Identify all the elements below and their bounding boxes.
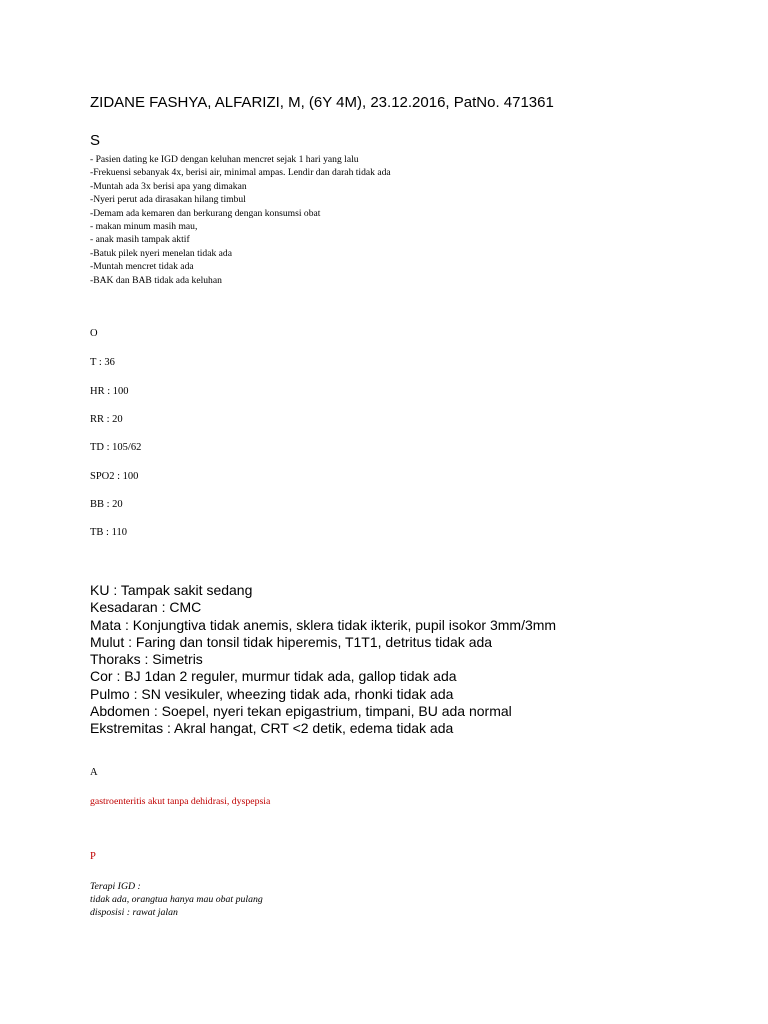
subjective-line: - anak masih tampak aktif — [90, 234, 190, 246]
assessment-heading: A — [90, 767, 98, 778]
vital-spo2: SPO2 : 100 — [90, 471, 139, 482]
subjective-notes — [90, 153, 391, 287]
assessment-text: gastroenteritis akut tanpa dehidrasi, dyspepsia — [90, 796, 271, 807]
exam-line: KU : Tampak sakit sedang — [90, 582, 253, 598]
plan-heading: P — [90, 851, 96, 862]
subjective-line: -BAK dan BAB tidak ada keluhan — [90, 274, 222, 286]
subjective-line: - Pasien dating ke IGD dengan keluhan mencret sejak 1 hari yang lalu — [90, 154, 359, 165]
exam-line: Thoraks : Simetris — [90, 651, 203, 668]
subjective-line: -Muntah mencret tidak ada — [90, 261, 194, 273]
plan-notes — [90, 880, 263, 919]
physical-exam — [90, 582, 556, 738]
exam-line: Mulut : Faring dan tonsil tidak hiperemis, T1T1, detritus tidak ada — [90, 633, 493, 650]
patient-header: ZIDANE FASHYA, ALFARIZI, M, (6Y 4M), 23.12.2016, PatNo. 471361 — [90, 94, 554, 111]
vital-heart-rate: HR : 100 — [90, 386, 129, 397]
exam-line: Kesadaran : CMC — [90, 599, 202, 616]
subjective-line: -Demam ada kemaren dan berkurang dengan konsumsi obat — [90, 207, 321, 219]
exam-line: Mata : Konjungtiva tidak anemis, sklera tidak ikterik, pupil isokor 3mm/3mm — [90, 616, 557, 633]
exam-line: Abdomen : Soepel, nyeri tekan epigastrium, timpani, BU ada normal — [90, 703, 512, 720]
exam-line: Cor : BJ 1dan 2 reguler, murmur tidak ada, gallop tidak ada — [90, 668, 457, 685]
vital-body-height: TB : 110 — [90, 527, 127, 538]
plan-line: tidak ada, orangtua hanya mau obat pulang — [90, 894, 263, 905]
vital-respiratory-rate: RR : 20 — [90, 414, 123, 425]
exam-line: Pulmo : SN vesikuler, wheezing tidak ada, rhonki tidak ada — [90, 685, 454, 702]
subjective-line: - makan minum masih mau, — [90, 221, 198, 233]
subjective-line: -Batuk pilek nyeri menelan tidak ada — [90, 247, 232, 259]
subjective-line: -Muntah ada 3x berisi apa yang dimakan — [90, 180, 247, 192]
vital-blood-pressure: TD : 105/62 — [90, 442, 142, 453]
objective-heading: O — [90, 328, 98, 339]
plan-line: Terapi IGD : — [90, 881, 141, 892]
subjective-line: -Nyeri perut ada dirasakan hilang timbul — [90, 194, 246, 206]
plan-line: disposisi : rawat jalan — [90, 907, 178, 918]
subjective-heading: S — [90, 132, 101, 149]
vital-body-weight: BB : 20 — [90, 499, 123, 510]
exam-line: Ekstremitas : Akral hangat, CRT <2 detik, edema tidak ada — [90, 720, 454, 737]
vital-temperature: T : 36 — [90, 357, 115, 368]
subjective-line: -Frekuensi sebanyak 4x, berisi air, minimal ampas. Lendir dan darah tidak ada — [90, 167, 391, 179]
